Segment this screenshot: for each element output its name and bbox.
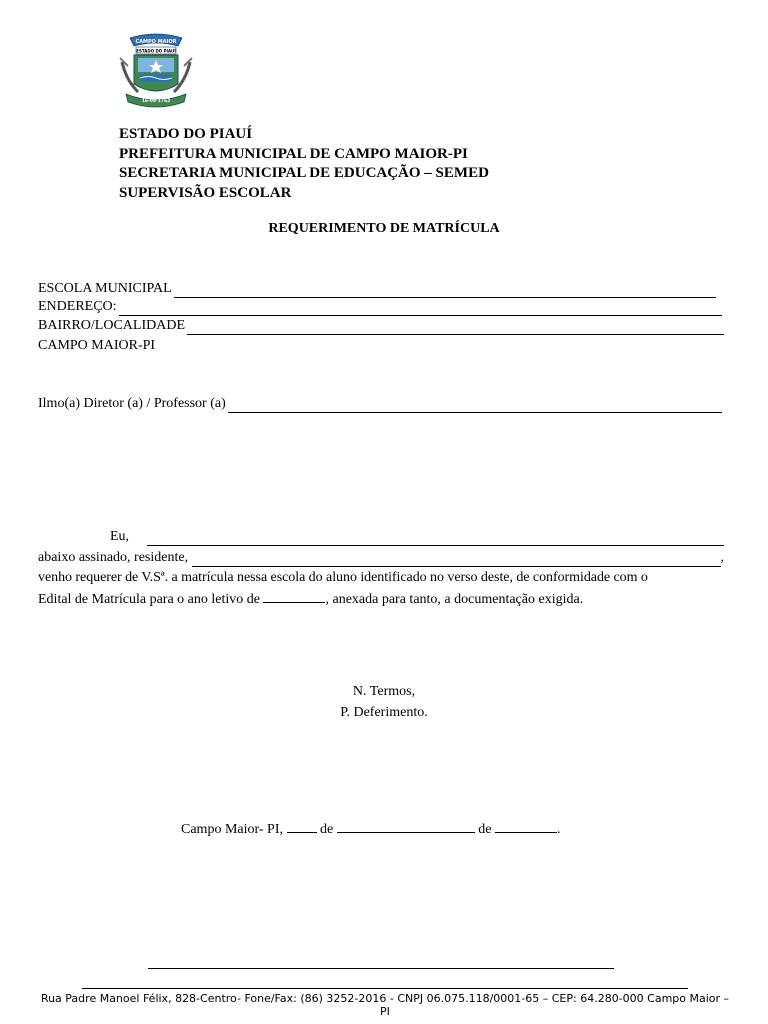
body-eu-line (110, 528, 724, 546)
body-edital-end: , anexada para tanto, a documentação exigida. (325, 592, 584, 607)
signature-line[interactable] (148, 968, 614, 969)
dateline-month-blank[interactable] (337, 819, 475, 833)
field-endereco (38, 298, 722, 316)
closing-deferimento: P. Deferimento. (340, 705, 428, 720)
header-supervisao: SUPERVISÃO ESCOLAR (119, 185, 292, 201)
logo-banner-mid: ESTADO DO PIAUÍ (136, 48, 176, 54)
body-edital-text: Edital de Matrícula para o ano letivo de (38, 592, 260, 607)
field-bairro-blank[interactable] (187, 321, 724, 335)
addressee-line (38, 395, 722, 413)
body-residente-label: abaixo assinado, residente, (38, 550, 189, 565)
body-request-line: venho requerer de V.Sª. a matrícula nessa escola do aluno identificado no verso deste, de conformidade com o (38, 570, 648, 585)
dateline-year-blank[interactable] (495, 819, 557, 833)
body-address-blank[interactable] (192, 553, 720, 567)
field-bairro-label: BAIRRO/LOCALIDADE (38, 318, 185, 333)
body-comma: , (720, 550, 724, 565)
dateline-de1: de (320, 822, 334, 837)
field-endereco-label: ENDEREÇO: (38, 299, 117, 314)
dateline-end: . (556, 822, 561, 837)
body-year-blank[interactable] (263, 589, 325, 603)
field-escola-blank[interactable] (174, 284, 716, 298)
body-name-blank[interactable] (147, 532, 724, 546)
addressee-label: Ilmo(a) Diretor (a) / Professor (a) (38, 396, 226, 411)
dateline (181, 819, 560, 840)
dateline-city: Campo Maior- PI, (181, 822, 283, 837)
footer-address: Rua Padre Manoel Félix, 828-Centro- Fone/Fax: (86) 3252-2016 - CNPJ 06.075.118/0001-65 – CEP: 64.280-000 Campo Maior – PI (40, 992, 730, 1018)
logo-banner-top: CAMPO MAIOR (135, 39, 177, 45)
body-eu-label: Eu, (110, 529, 130, 544)
body-residente-line (38, 549, 724, 567)
field-cidade: CAMPO MAIOR-PI (38, 338, 156, 353)
field-bairro (38, 317, 724, 335)
footer-rule (82, 988, 688, 989)
field-endereco-blank[interactable] (119, 302, 722, 316)
dateline-day-blank[interactable] (287, 819, 317, 833)
closing-termos: N. Termos, (352, 684, 416, 699)
header-secretaria: SECRETARIA MUNICIPAL DE EDUCAÇÃO – SEMED (119, 165, 489, 181)
field-escola-municipal (38, 280, 716, 298)
dateline-de2: de (478, 822, 492, 837)
field-escola-label: ESCOLA MUNICIPAL (38, 281, 172, 296)
body-edital-line (38, 589, 583, 610)
campo-maior-coat-of-arms-logo (116, 32, 196, 110)
addressee-blank[interactable] (228, 399, 722, 413)
logo-banner-bottom: 16·08·1762 (141, 99, 171, 104)
document-title: REQUERIMENTO DE MATRÍCULA (268, 221, 500, 236)
header-state: ESTADO DO PIAUÍ (119, 126, 253, 142)
header-prefeitura: PREFEITURA MUNICIPAL DE CAMPO MAIOR-PI (119, 146, 468, 162)
